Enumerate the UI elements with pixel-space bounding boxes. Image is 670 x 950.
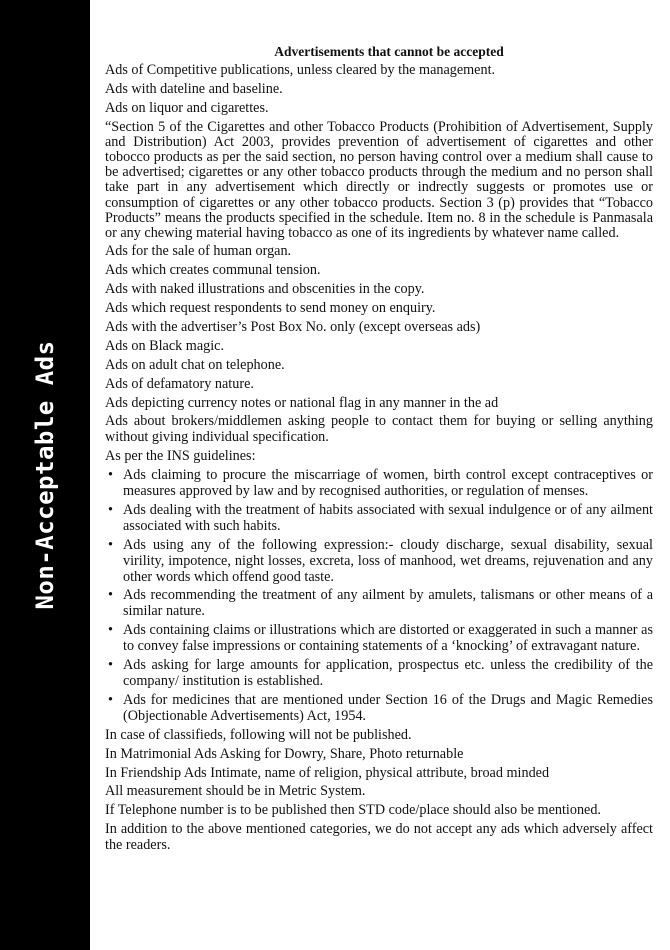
rule-item: If Telephone number is to be published then STD code/place should also be mentioned. — [105, 802, 601, 819]
ins-guidelines-label: As per the INS guidelines: — [105, 448, 256, 465]
ins-guidelines-list — [105, 468, 653, 725]
document-body — [105, 44, 653, 857]
rule-item: Ads on Black magic. — [105, 337, 224, 354]
sidebar-band — [0, 0, 90, 950]
rule-item: In Friendship Ads Intimate, name of religion, physical attribute, broad minded — [105, 764, 550, 781]
rule-item: Ads with dateline and baseline. — [105, 80, 283, 97]
bullet-item: • Ads claiming to procure the miscarriage of women, birth control except contraceptives or measures approved by law and by recognised authorities, or regulation of menses. — [105, 468, 653, 500]
rule-item: Ads on liquor and cigarettes. — [105, 99, 269, 116]
rule-item: In addition to the above mentioned categories, we do not accept any ads which adversely affect the readers. — [105, 821, 653, 854]
rule-item: Ads of Competitive publications, unless cleared by the management. — [105, 61, 496, 78]
rule-item: Ads on adult chat on telephone. — [105, 356, 285, 373]
rule-item: Ads of defamatory nature. — [105, 375, 254, 392]
rule-item: Ads depicting currency notes or national flag in any manner in the ad — [105, 394, 499, 411]
bullet-item: • Ads containing claims or illustrations which are distorted or exaggerated in such a manner as to convey false impressions or containing statements of a ‘knocking’ of extravagant nature. — [105, 623, 653, 655]
bullet-item: • Ads asking for large amounts for application, prospectus etc. unless the credibility of the company/ institution is established. — [105, 658, 653, 690]
rule-item: Ads with the advertiser’s Post Box No. only (except overseas ads) — [105, 318, 481, 335]
rule-item: Ads with naked illustrations and obscenities in the copy. — [105, 281, 425, 298]
bullet-item: • Ads dealing with the treatment of habits associated with sexual indulgence or of any ailment associated with such habits. — [105, 503, 653, 535]
tobacco-section-text: “Section 5 of the Cigarettes and other Tobacco Products (Prohibition of Advertisement, Supply and Distribution) Act 2003, provides prevention of advertisement of cigarettes and other tobocco products as per the said section, no person having control over a medium shall cause to be advertised; cigarettes or any other tobacco products through the medium and no person shall take part in any advertisement which directly or indrectly suggests or promotes use or consumption of cigarettes or any other tobacco products. Section 3 (p) provides that “Tobacco Products” means the products specified in the schedule. Item no. 8 in the schedule is Panmasala or any chewing material having tobacco as one of its ingredients by whatever name called. — [105, 118, 653, 242]
rule-item: All measurement should be in Metric System. — [105, 783, 366, 800]
rule-item: In case of classifieds, following will not be published. — [105, 726, 412, 743]
rule-item: Ads which creates communal tension. — [105, 262, 321, 279]
rule-item: Ads for the sale of human organ. — [105, 243, 292, 260]
sidebar-title: Non-Acceptable Ads — [31, 340, 59, 610]
rule-item: Ads which request respondents to send money on enquiry. — [105, 299, 436, 316]
page-heading: Advertisements that cannot be accepted — [274, 44, 504, 59]
bullet-item: • Ads recommending the treatment of any ailment by amulets, talismans or other means of a similar nature. — [105, 588, 653, 620]
rule-item: In Matrimonial Ads Asking for Dowry, Share, Photo returnable — [105, 745, 464, 762]
bullet-item: • Ads using any of the following expression:- cloudy discharge, sexual disability, sexual virility, impotence, night losses, excreta, loss of manhood, wet dreams, rejuvenation and any other words which offend good taste. — [105, 538, 653, 586]
rule-item: Ads about brokers/middlemen asking people to contact them for buying or selling anything without giving individual specification. — [105, 413, 653, 446]
bullet-item: • Ads for medicines that are mentioned under Section 16 of the Drugs and Magic Remedies (Objectionable Advertisements) Act, 1954. — [105, 693, 653, 725]
